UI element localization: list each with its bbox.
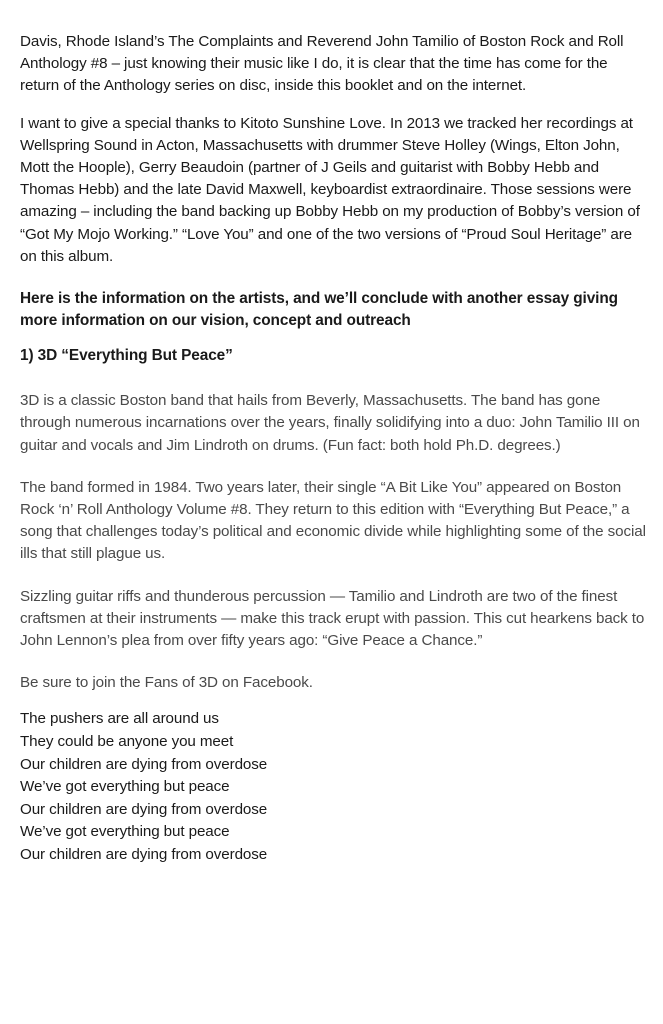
lyric-line: Our children are dying from overdose: [20, 755, 268, 773]
lyric-line: The pushers are all around us: [20, 710, 219, 728]
track-heading: 1) 3D “Everything But Peace”: [20, 346, 233, 364]
lyrics-block: [20, 708, 650, 866]
lyric-line: Our children are dying from overdose: [20, 800, 268, 818]
lyric-line: They could be anyone you meet: [20, 733, 234, 751]
intro-paragraph: Davis, Rhode Island’s The Complaints and Reverend John Tamilio of Boston Rock and Roll Anthology #8 – just knowing their music like I do, it is clear that the time has come for the return of the Anthology series on disc, inside this booklet and on the internet.: [20, 33, 624, 95]
band-paragraph: 3D is a classic Boston band that hails from Beverly, Massachusetts. The band has gone through numerous incarnations over the years, finally solidifying into a duo: John Tamilio III on guitar and vocals and Jim Lindroth on drums. (Fun fact: both hold Ph.D. degrees.): [20, 392, 640, 454]
lyric-line: We’ve got everything but peace: [20, 823, 230, 841]
lyric-line: We’ve got everything but peace: [20, 778, 230, 796]
band-paragraph: The band formed in 1984. Two years later, their single “A Bit Like You” appeared on Boston Rock ‘n’ Roll Anthology Volume #8. They return to this edition with “Everything But Peace,” a song that challenges today’s political and economic divide while highlighting some of the social ills that still plague us.: [20, 478, 646, 563]
info-paragraph: Here is the information on the artists, and we’ll conclude with another essay giving more information on our vision, concept and outreach: [20, 290, 618, 330]
thanks-paragraph: I want to give a special thanks to Kitoto Sunshine Love. In 2013 we tracked her recordings at Wellspring Sound in Acton, Massachusetts with drummer Steve Holley (Wings, Elton John, Mott the Hoople), Gerry Beaudoin (partner of J Geils and guitarist with Bobby Hebb and Thomas Hebb) and the late David Maxwell, keyboardist extraordinaire. Those sessions were amazing – including the band backing up Bobby Hebb on my production of Bobby’s version of “Got My Mojo Working.” “Love You” and one of the two versions of “Proud Soul Heritage” are on this album.: [20, 114, 640, 265]
document-page: [20, 31, 650, 867]
lyric-line: Our children are dying from overdose: [20, 846, 268, 864]
band-paragraph: Be sure to join the Fans of 3D on Facebook.: [20, 674, 313, 692]
band-paragraph: Sizzling guitar riffs and thunderous percussion — Tamilio and Lindroth are two of the finest craftsmen at their instruments — make this track erupt with passion. This cut hearkens back to John Lennon’s plea from over fifty years ago: “Give Peace a Chance.”: [20, 587, 645, 650]
